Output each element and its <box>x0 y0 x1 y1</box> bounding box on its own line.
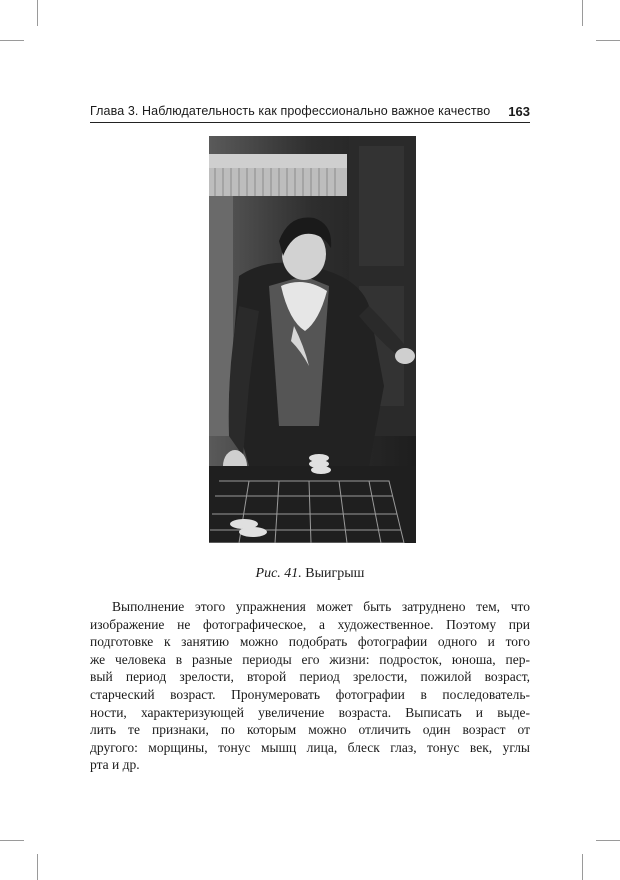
crop-mark <box>596 840 620 841</box>
crop-mark <box>582 0 583 26</box>
page-number: 163 <box>508 104 530 119</box>
crop-mark <box>596 40 620 41</box>
crop-mark <box>0 840 24 841</box>
figure-photo <box>209 136 416 543</box>
text-line: изображение не фотографическое, а художественное. Поэтому при <box>90 616 530 632</box>
text-line: Выполнение этого упражнения может быть затруднено тем, что <box>112 599 530 614</box>
text-line: старческий возраст. Пронумеровать фотографии в последователь- <box>90 686 530 702</box>
caption-label: Рис. 41. <box>255 566 302 581</box>
text-line: лить те признаки, по которым можно отличить один возраст от <box>90 722 530 738</box>
crop-mark <box>0 40 24 41</box>
caption-text: Выигрыш <box>301 566 365 581</box>
text-line: же человека в разные периоды его жизни: подросток, юноша, пер- <box>90 651 530 667</box>
text-line: вый период зрелости, второй период зрелости, пожилой возраст, <box>90 669 530 685</box>
body-paragraph <box>90 598 530 774</box>
crop-mark <box>37 854 38 880</box>
text-line: подготовке к занятию можно подобрать фотографии одного и того <box>90 634 530 650</box>
text-line: рта и др. <box>90 757 140 773</box>
running-title: Глава 3. Наблюдательность как профессионально важное качество <box>90 104 491 118</box>
text-line: другого: морщины, тонус мышц лица, блеск глаз, тонус век, углы <box>90 739 530 755</box>
text-line: ности, характеризующей увеличение возраста. Выписать и выде- <box>90 704 530 720</box>
crop-mark <box>582 854 583 880</box>
crop-mark <box>37 0 38 26</box>
photo-illustration <box>209 136 416 543</box>
running-header <box>90 104 530 123</box>
figure-caption <box>0 566 620 582</box>
